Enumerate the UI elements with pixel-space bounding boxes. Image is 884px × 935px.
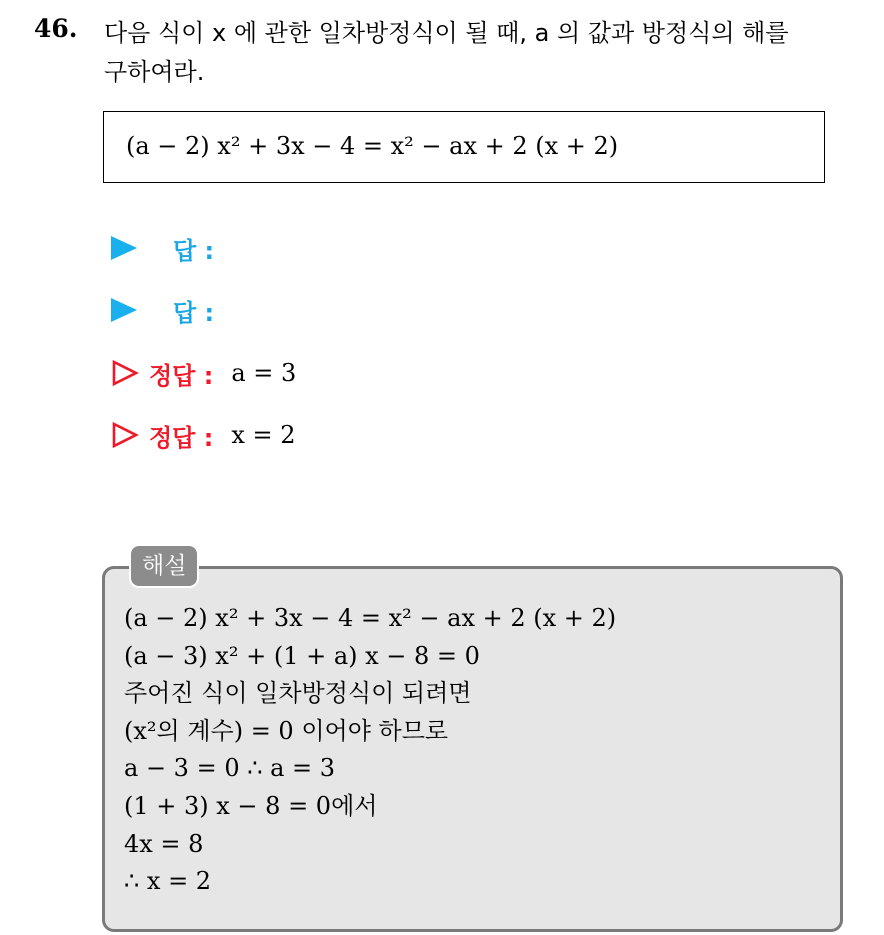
solution-row-2 <box>111 418 296 452</box>
explanation-line: (1 + 3) x − 8 = 0에서 <box>124 791 378 820</box>
answer-row-1 <box>111 231 214 265</box>
answer-row-2 <box>111 293 214 327</box>
explanation-line: (x²의 계수) = 0 이어야 하므로 <box>124 716 449 745</box>
play-triangle-icon <box>111 298 137 322</box>
outline-triangle-icon <box>111 421 139 449</box>
explanation-line: a − 3 = 0 ∴ a = 3 <box>124 754 336 783</box>
solution-label: 정답 : <box>149 423 214 452</box>
solution-value-x: x = 2 <box>231 421 296 449</box>
explanation-line: 주어진 식이 일차방정식이 되려면 <box>124 679 472 708</box>
play-triangle-icon <box>111 236 137 260</box>
question-number: 46. <box>34 14 78 43</box>
solution-value-a: a = 3 <box>231 359 297 387</box>
equation-box <box>103 111 825 183</box>
solution-row-1 <box>111 356 296 390</box>
question-text-line-2: 구하여라. <box>104 58 205 86</box>
explanation-tag: 해설 <box>129 544 199 588</box>
explanation-line: ∴ x = 2 <box>124 867 212 896</box>
explanation-line: 4x = 8 <box>124 829 204 858</box>
explanation-line: (a − 2) x² + 3x − 4 = x² − ax + 2 (x + 2) <box>124 604 617 632</box>
explanation-lines <box>124 600 616 901</box>
answer-label: 답 : <box>173 298 215 327</box>
solution-label: 정답 : <box>149 361 214 390</box>
equation: (a − 2) x² + 3x − 4 = x² − ax + 2 (x + 2) <box>126 132 619 160</box>
question-text <box>104 14 874 92</box>
answer-label: 답 : <box>173 236 215 265</box>
explanation-line: (a − 3) x² + (1 + a) x − 8 = 0 <box>124 641 480 670</box>
question-text-line-1: 다음 식이 x 에 관한 일차방정식이 될 때, a 의 값과 방정식의 해를 <box>104 19 789 47</box>
outline-triangle-icon <box>111 359 139 387</box>
